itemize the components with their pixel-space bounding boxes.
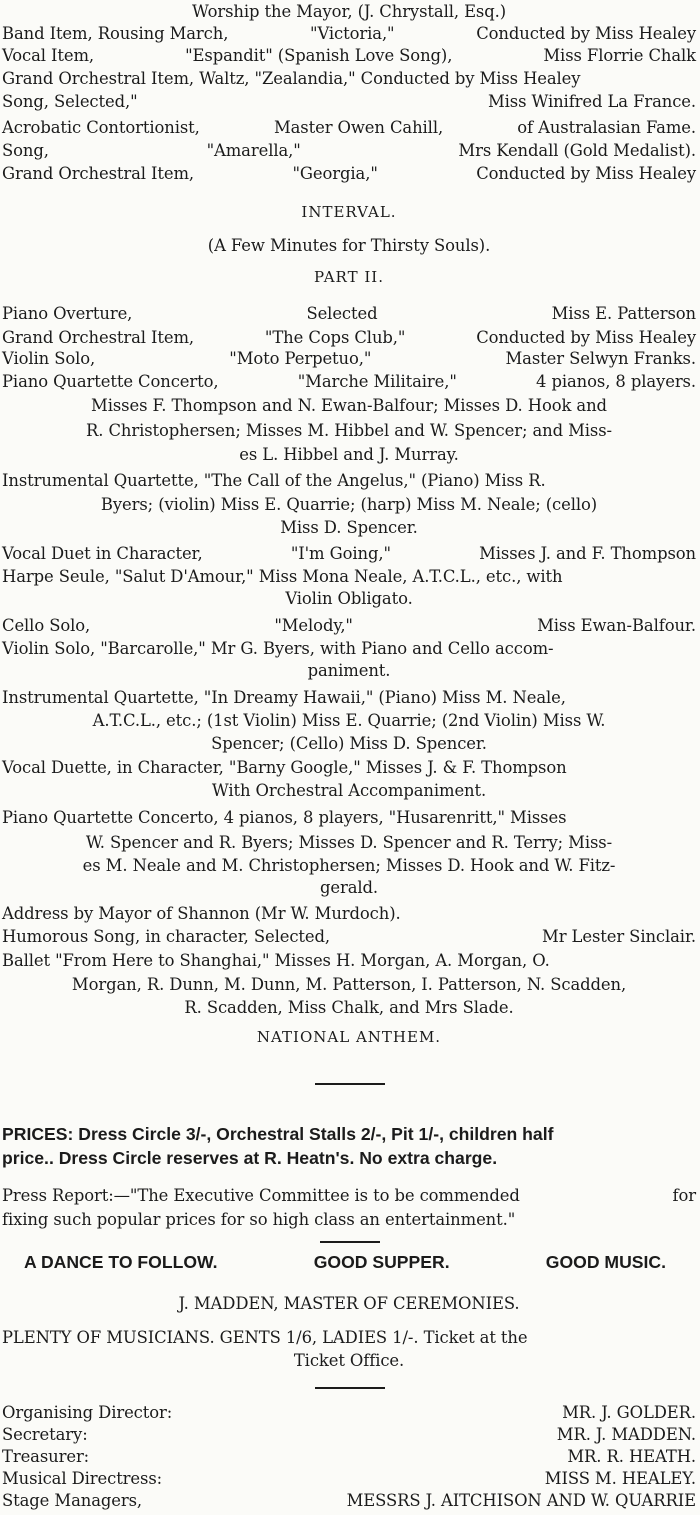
marche-players-line: Misses F. Thompson and N. Ewan-Balfour; Misses D. Hook and <box>91 396 607 415</box>
programme-item-vocal: Vocal Item, "Espandit" (Spanish Love Song), Miss Florrie Chalk <box>2 46 696 65</box>
divider-rule <box>315 1387 385 1389</box>
official-row: Musical Directress: MISS M. HEALEY. <box>2 1469 696 1488</box>
programme-item-vocal-duet: Vocal Duet in Character, "I'm Going," Misses J. and F. Thompson <box>2 544 696 563</box>
barcarolle-line: Violin Solo, "Barcarolle," Mr G. Byers, with Piano and Cello accom- <box>2 639 554 658</box>
programme-item-violin-moto: Violin Solo, "Moto Perpetuo," Master Selwyn Franks. <box>2 349 696 368</box>
press-report-line: fixing such popular prices for so high class an entertainment." <box>2 1210 516 1229</box>
prices-line: PRICES: Dress Circle 3/-, Orchestral Stalls 2/-, Pit 1/-, children half <box>2 1124 554 1144</box>
programme-item-band: Band Item, Rousing March, "Victoria," Conducted by Miss Healey <box>2 24 696 43</box>
ballet-line: R. Scadden, Miss Chalk, and Mrs Slade. <box>184 998 514 1017</box>
programme-item-cello-solo: Cello Solo, "Melody," Miss Ewan-Balfour. <box>2 616 696 635</box>
hawaii-line: Instrumental Quartette, "In Dreamy Hawaii," (Piano) Miss M. Neale, <box>2 688 566 707</box>
programme-item-zealandia: Grand Orchestral Item, Waltz, "Zealandia," Conducted by Miss Healey <box>2 69 581 88</box>
angelus-line: Instrumental Quartette, "The Call of the Angelus," (Piano) Miss R. <box>2 471 546 490</box>
part-two-heading: PART II. <box>314 268 384 286</box>
master-of-ceremonies: J. MADDEN, MASTER OF CEREMONIES. <box>178 1294 520 1313</box>
press-report-line: Press Report:—"The Executive Committee is to be commended for <box>2 1186 696 1205</box>
husarenritt-line: gerald. <box>319 878 379 897</box>
interval-note: (A Few Minutes for Thirsty Souls). <box>207 236 491 255</box>
programme-item-amarella: Song, "Amarella," Mrs Kendall (Gold Medalist). <box>2 141 696 160</box>
husarenritt-line: es M. Neale and M. Christophersen; Misses D. Hook and W. Fitz- <box>82 856 616 875</box>
official-row: Stage Managers, MESSRS J. AITCHISON AND W. QUARRIE <box>2 1491 696 1510</box>
ballet-line: Ballet "From Here to Shanghai," Misses H. Morgan, A. Morgan, O. <box>2 951 550 970</box>
ballet-line: Morgan, R. Dunn, M. Dunn, M. Patterson, I. Patterson, N. Scadden, <box>71 975 627 994</box>
programme-item-cops-club: Grand Orchestral Item, "The Cops Club," Conducted by Miss Healey <box>2 328 696 347</box>
official-row: Organising Director: MR. J. GOLDER. <box>2 1403 696 1422</box>
divider-rule <box>320 1241 380 1243</box>
national-anthem: NATIONAL ANTHEM. <box>256 1028 442 1046</box>
programme-item-humorous: Humorous Song, in character, Selected, Mr Lester Sinclair. <box>2 927 696 946</box>
programme-item-piano-overture: Piano Overture, Selected Miss E. Patterson <box>2 304 696 323</box>
angelus-line: Byers; (violin) Miss E. Quarrie; (harp) Miss M. Neale; (cello) <box>100 495 598 514</box>
programme-item-georgia: Grand Orchestral Item, "Georgia," Conducted by Miss Healey <box>2 164 696 183</box>
marche-players-line: es L. Hibbel and J. Murray. <box>239 445 459 464</box>
official-row: Treasurer: MR. R. HEATH. <box>2 1447 696 1466</box>
hawaii-line: Spencer; (Cello) Miss D. Spencer. <box>211 734 487 753</box>
hawaii-line: A.T.C.L., etc.; (1st Violin) Miss E. Quarrie; (2nd Violin) Miss W. <box>92 711 606 730</box>
marche-players-line: R. Christophersen; Misses M. Hibbel and W. Spencer; and Miss- <box>85 421 612 440</box>
programme-item-marche-militaire: Piano Quartette Concerto, "Marche Militaire," 4 pianos, 8 players. <box>2 372 696 391</box>
musicians-line: Ticket Office. <box>293 1351 405 1370</box>
official-row: Secretary: MR. J. MADDEN. <box>2 1425 696 1444</box>
husarenritt-line: W. Spencer and R. Byers; Misses D. Spencer and R. Terry; Miss- <box>85 833 613 852</box>
musicians-line: PLENTY OF MUSICIANS. GENTS 1/6, LADIES 1/-. Ticket at the <box>2 1328 528 1347</box>
programme-item-acrobatic: Acrobatic Contortionist, Master Owen Cahill, of Australasian Fame. <box>2 118 696 137</box>
programme-item-song-selected: Song, Selected," Miss Winifred La France. <box>2 92 696 111</box>
harpe-seule-line: Violin Obligato. <box>285 589 413 608</box>
harpe-seule-line: Harpe Seule, "Salut D'Amour," Miss Mona Neale, A.T.C.L., etc., with <box>2 567 563 586</box>
address-line: Address by Mayor of Shannon (Mr W. Murdoch). <box>2 904 401 923</box>
dance-headline: A DANCE TO FOLLOW. GOOD SUPPER. GOOD MUSIC. <box>24 1252 666 1272</box>
barcarolle-line: paniment. <box>307 661 391 680</box>
husarenritt-line: Piano Quartette Concerto, 4 pianos, 8 players, "Husarenritt," Misses <box>2 808 567 827</box>
prices-line: price.. Dress Circle reserves at R. Heatn's. No extra charge. <box>2 1148 498 1168</box>
divider-rule <box>315 1083 385 1085</box>
angelus-line: Miss D. Spencer. <box>280 518 418 537</box>
interval-heading: INTERVAL. <box>301 203 397 221</box>
barny-google-line: With Orchestral Accompaniment. <box>211 781 487 800</box>
mayor-line: Worship the Mayor, (J. Chrystall, Esq.) <box>191 2 507 21</box>
barny-google-line: Vocal Duette, in Character, "Barny Google," Misses J. & F. Thompson <box>2 758 567 777</box>
